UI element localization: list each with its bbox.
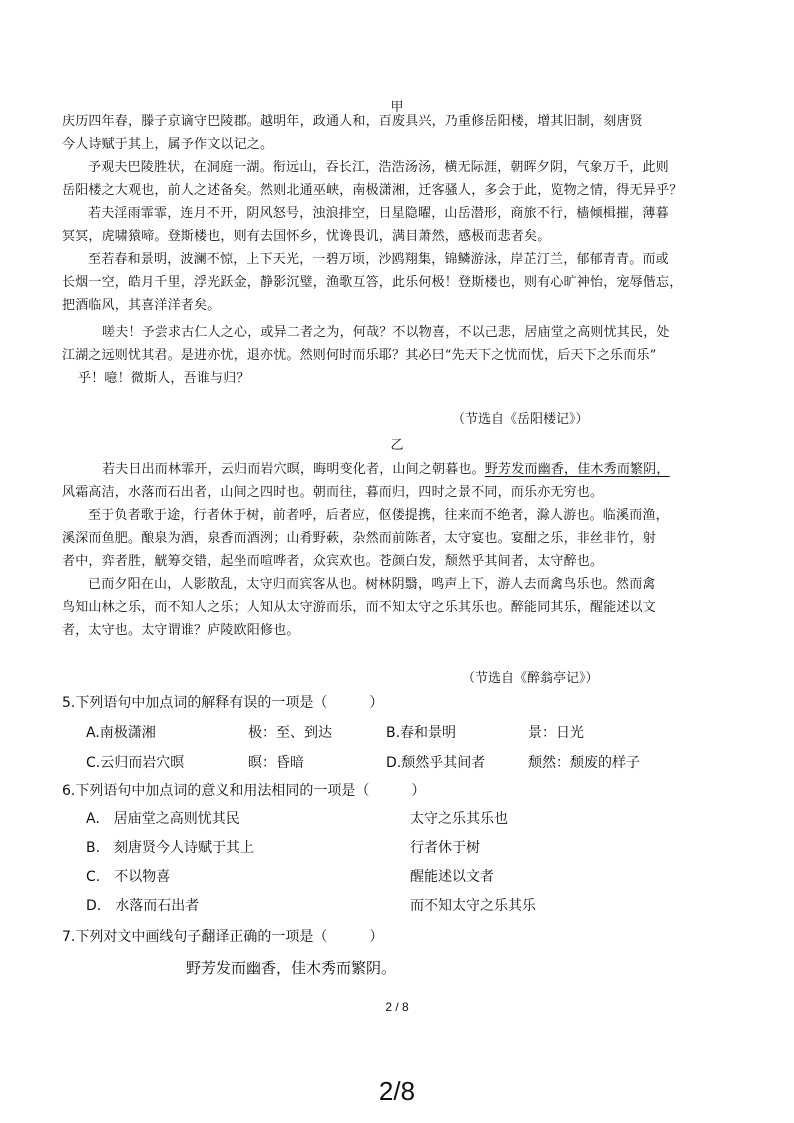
yi-p3-l1: 已而夕阳在山，人影散乱，太守归而宾客从也。树林阴翳，鸣声上下，游人去而禽鸟乐也。然而禽 [88, 577, 656, 592]
jia-p3-l2: 冥冥，虎啸猿啼。登斯楼也，则有去国怀乡，忧谗畏讥，满目萧然，感极而悲者矣。 [62, 229, 551, 244]
question-6-title: 6.下列语句中加点词的意义和用法相同的一项是（ ） [62, 783, 426, 799]
passage-jia-title: 甲 [390, 100, 404, 115]
jia-p5-l3: 乎！噫！微斯人，吾谁与归？ [78, 371, 250, 386]
q6-option-b-left: B. 刻唐贤今人诗赋于其上 [86, 840, 255, 856]
passage-jia [62, 110, 722, 390]
jia-p4-l1: 至若春和景明，波澜不惊，上下天光，一碧万顷，沙鸥翔集，锦鳞游泳，岸芷汀兰，郁郁青青。而或 [88, 252, 669, 267]
yi-p3-l3: 者，太守也。太守谓谁？庐陵欧阳修也。 [62, 623, 300, 638]
q5-option-a: A.南极潇湘 [86, 725, 156, 741]
q5-option-c: C.云归而岩穴暝 [86, 755, 185, 771]
yi-p1-l1-text: 若夫日出而林霏开，云归而岩穴暝，晦明变化者，山间之朝暮也。 [102, 462, 485, 477]
q6-option-c-left: C. 不以物喜 [86, 869, 171, 885]
q7-sentence: 野芳发而幽香，佳木秀而繁阴。 [186, 959, 397, 977]
jia-p2-l1: 予观夫巴陵胜状，在洞庭一湖。衔远山，吞长江，浩浩汤汤，横无际涯，朝晖夕阴，气象万千，此则 [88, 160, 669, 175]
q6-option-d-right: 而不知太守之乐其乐 [410, 898, 536, 914]
page-number-large: 2/8 [378, 1076, 416, 1106]
yi-p2-l2: 溪深而鱼肥。酿泉为酒，泉香而酒洌；山肴野蔌，杂然而前陈者，太守宴也。宴酣之乐，非丝非竹，射 [62, 531, 657, 546]
yi-p2-l1: 至于负者歌于途，行者休于树，前者呼，后者应，伛偻提携，往来而不绝者，滁人游也。临溪而渔， [88, 508, 669, 523]
page-number-small: 2 / 8 [385, 1000, 409, 1014]
yi-p3-l2: 鸟知山林之乐，而不知人之乐；人知从太守游而乐，而不知太守之乐其乐也。醉能同其乐，醒能述以文 [62, 600, 657, 615]
jia-p5-l1: 嗟夫！予尝求古仁人之心，或异二者之为，何哉？不以物喜，不以己悲，居庙堂之高则忧其民，处 [102, 325, 670, 340]
jia-source: （节选自《岳阳楼记》） [452, 412, 589, 427]
question-5-title: 5.下列语句中加点词的解释有误的一项是（ ） [62, 695, 384, 711]
jia-p2-l2: 岳阳楼之大观也，前人之述备矣。然则北通巫峡，南极潇湘，迁客骚人，多会于此，览物之情，得无异乎？ [62, 183, 683, 198]
yi-p1-l1 [62, 458, 722, 481]
yi-underlined-sentence: 野芳发而幽香，佳木秀而繁阴， [484, 462, 670, 477]
q6-option-b-right: 行者休于树 [410, 840, 480, 856]
question-7-title: 7.下列对文中画线句子翻译正确的一项是（ ） [62, 929, 384, 945]
jia-p3-l1: 若夫淫雨霏霏，连月不开，阴风怒号，浊浪排空，日星隐曜，山岳潜形，商旅不行，樯倾楫摧，薄暮 [88, 206, 669, 221]
q5-option-b: B.春和景明 [386, 725, 457, 741]
q6-option-a-right: 太守之乐其乐也 [410, 811, 508, 827]
jia-p5-l2: 江湖之远则忧其君。是进亦忧，退亦忧。然则何时而乐耶？其必曰“先天下之忧而忧，后天下之乐而乐” [62, 348, 657, 363]
q5-option-c-explain: 暝：昏暗 [248, 755, 304, 771]
q6-option-d-left: D. 水落而石出者 [86, 898, 200, 914]
jia-p4-l2: 长烟一空，皓月千里，浮光跃金，静影沉璧，渔歌互答，此乐何极！登斯楼也，则有心旷神怡，宠辱偕忘， [62, 275, 683, 290]
q5-option-b-explain: 景：日光 [528, 725, 584, 741]
passage-yi [62, 458, 722, 642]
jia-p1-l2: 今人诗赋于其上，属予作文以记之。 [62, 137, 274, 152]
q5-option-d-explain: 颓然：颓废的样子 [528, 755, 640, 771]
yi-p1-l2: 风霜高洁，水落而石出者，山间之四时也。朝而往，暮而归，四时之景不同，而乐亦无穷也。 [62, 485, 604, 500]
jia-p1-l1: 庆历四年春，滕子京谪守巴陵郡。越明年，政通人和，百废具兴，乃重修岳阳楼，增其旧制，刻唐贤 [62, 114, 643, 129]
q5-option-d: D.颓然乎其间者 [386, 755, 486, 771]
q6-option-a-left: A. 居庙堂之高则忧其民 [86, 811, 240, 827]
yi-source: （节选自《醉翁亭记》） [462, 671, 599, 686]
yi-p2-l3: 者中，弈者胜，觥筹交错，起坐而喧哗者，众宾欢也。苍颜白发，颓然乎其间者，太守醉也。 [62, 554, 604, 569]
passage-yi-title: 乙 [390, 438, 404, 453]
jia-p4-l3: 把酒临风，其喜洋洋者矣。 [62, 298, 221, 313]
q5-option-a-explain: 极：至、到达 [248, 725, 332, 741]
q6-option-c-right: 醒能述以文者 [410, 869, 494, 885]
